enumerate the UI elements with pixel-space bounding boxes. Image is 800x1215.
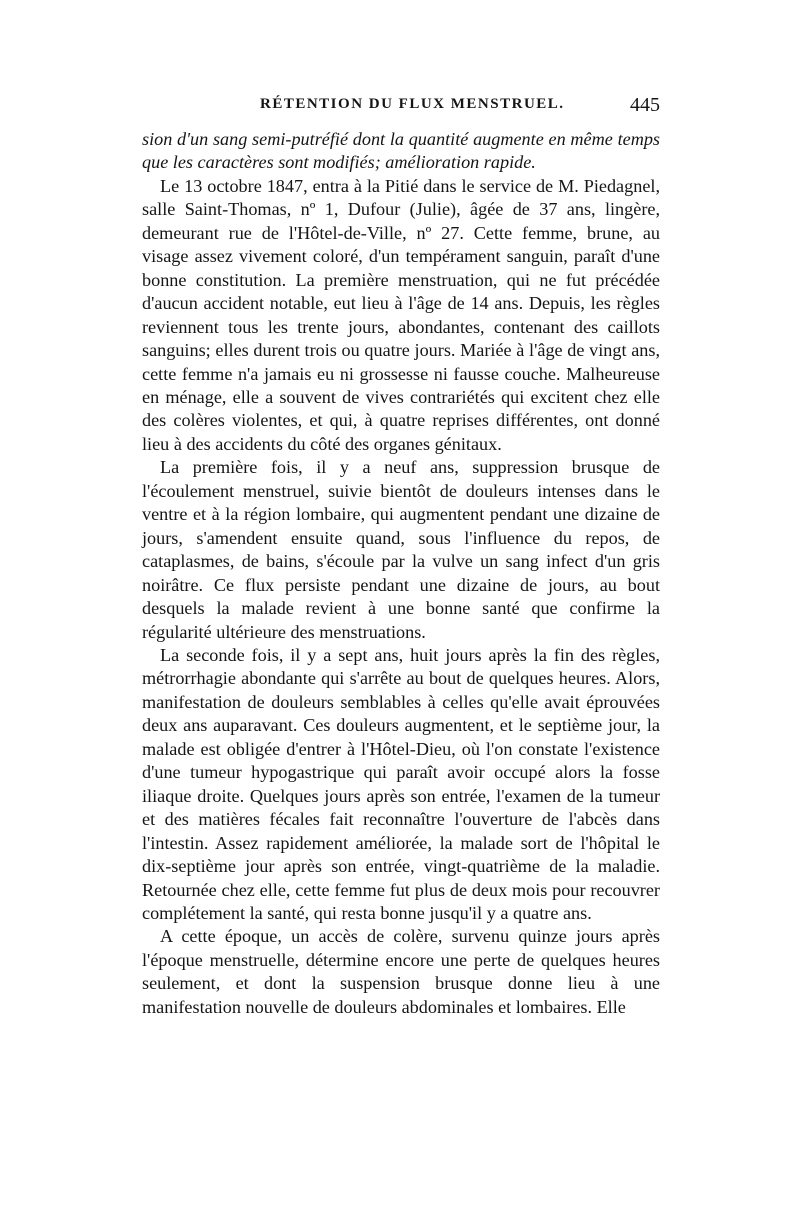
paragraph: Le 13 octobre 1847, entra à la Pitié dans le service de M. Piedagnel, salle Saint-Thomas, nº 1, Dufour (Julie), âgée de 37 ans, lingère, demeurant rue de l'Hôtel-de-Ville, nº 27. Cette femme, brune, au visage assez vivement coloré, d'un tempérament sanguin, paraît d'une bonne constitution. La première menstruation, qui ne fut précédée d'aucun accident notable, eut lieu à l'âge de 14 ans. Depuis, les règles reviennent tous les trente jours, abondantes, contenant des caillots sanguins; elles durent trois ou quatre jours. Mariée à l'âge de vingt ans, cette femme n'a jamais eu ni grossesse ni fausse couche. Malheureuse en ménage, elle a souvent de vives contrariétés qui excitent chez elle des colères violentes, et qui, à quatre reprises différentes, ont donné lieu à des accidents du côté des organes génitaux. — [142, 175, 660, 454]
page-number: 445 — [630, 94, 660, 116]
page-header — [140, 94, 660, 120]
running-title: RÉTENTION DU FLUX MENSTRUEL. — [260, 96, 565, 112]
paragraph: La première fois, il y a neuf ans, suppression brusque de l'écoulement menstruel, suivie bientôt de douleurs intenses dans le ventre et à la région lombaire, qui augmentent pendant une dizaine de jours, s'amendent ensuite quand, sous l'influence du repos, de cataplasmes, de bains, s'écoule par la vulve un sang infect d'un gris noirâtre. Ce flux persiste pendant une dizaine de jours, au bout desquels la malade revient à une bonne santé que confirme la régularité ultérieure des menstruations. — [142, 457, 660, 642]
text-body — [142, 128, 660, 1019]
paragraph-continuation: sion d'un sang semi-putréfié dont la quantité augmente en même temps que les caractères sont modifiés; amélioration rapide. — [142, 129, 660, 173]
paragraph: La seconde fois, il y a sept ans, huit jours après la fin des règles, métrorrhagie abondante qui s'arrête au bout de quelques heures. Alors, manifestation de douleurs semblables à celles qu'elle avait éprouvées deux ans auparavant. Ces douleurs augmentent, et le septième jour, la malade est obligée d'entrer à l'Hôtel-Dieu, où l'on constate l'existence d'une tumeur hypogastrique qui paraît avoir occupé alors la fosse iliaque droite. Quelques jours après son entrée, l'examen de la tumeur et des matières fécales fait reconnaître l'ouverture de l'abcès dans l'intestin. Assez rapidement améliorée, la malade sort de l'hôpital le dix-septième jour après son entrée, vingt-quatrième de la maladie. Retournée chez elle, cette femme fut plus de deux mois pour recouvrer complétement la santé, qui resta bonne jusqu'il y a quatre ans. — [142, 644, 660, 923]
paragraph: A cette époque, un accès de colère, survenu quinze jours après l'époque menstruelle, détermine encore une perte de quelques heures seulement, et dont la suspension brusque donne lieu à une manifestation nouvelle de douleurs abdominales et lombaires. Elle — [142, 926, 660, 1017]
